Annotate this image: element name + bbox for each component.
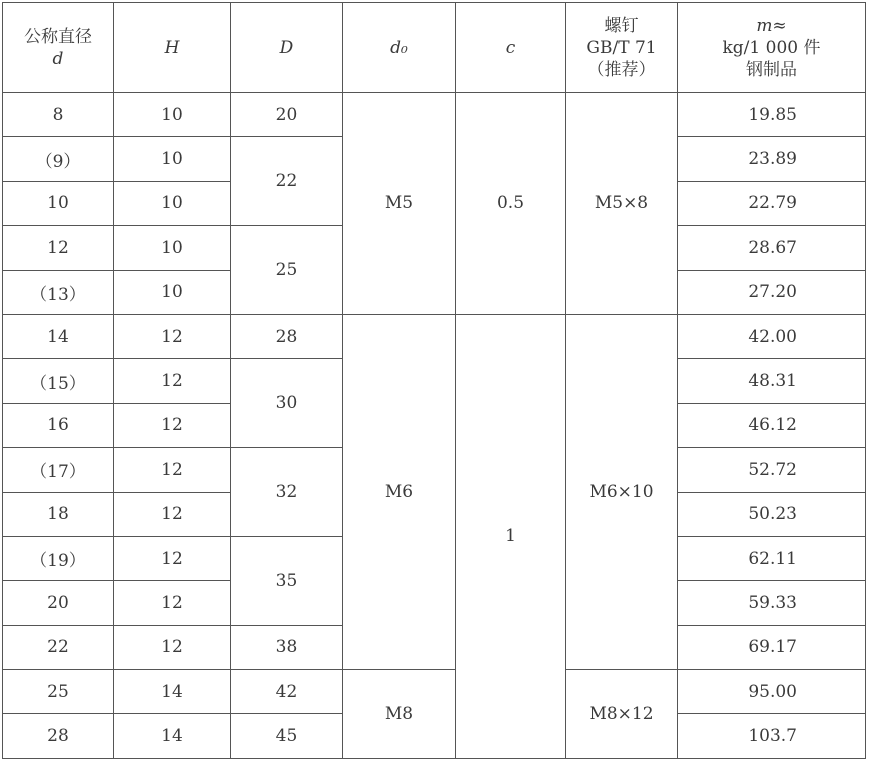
cell-D: 30 [231,359,343,448]
cell-d: 16 [3,403,114,447]
cell-d0: M8 [343,670,456,759]
cell-h: 12 [114,625,231,669]
cell-screw: M8×12 [566,670,678,759]
cell-d: （19） [3,536,114,580]
header-D: D [231,3,343,93]
cell-D: 45 [231,714,343,758]
cell-mass: 19.85 [678,93,866,137]
header-screw: 螺钉 GB/T 71 （推荐） [566,3,678,93]
cell-mass: 62.11 [678,536,866,580]
header-row [3,3,866,93]
cell-mass: 23.89 [678,137,866,181]
cell-mass: 22.79 [678,181,866,225]
cell-D: 32 [231,448,343,537]
cell-mass: 95.00 [678,670,866,714]
cell-mass: 59.33 [678,581,866,625]
cell-d: （15） [3,359,114,403]
cell-d: 20 [3,581,114,625]
cell-mass: 42.00 [678,314,866,358]
cell-h: 12 [114,359,231,403]
cell-h: 14 [114,670,231,714]
cell-h: 12 [114,581,231,625]
cell-h: 12 [114,314,231,358]
cell-D: 38 [231,625,343,669]
cell-D: 25 [231,226,343,315]
cell-d0: M5 [343,93,456,315]
cell-d: （13） [3,270,114,314]
cell-d: （17） [3,448,114,492]
cell-D: 42 [231,670,343,714]
cell-d0: M6 [343,314,456,669]
header-c: c [456,3,566,93]
cell-screw: M6×10 [566,314,678,669]
cell-d: 25 [3,670,114,714]
header-mass: m≈ kg/1 000 件 钢制品 [678,3,866,93]
cell-mass: 50.23 [678,492,866,536]
cell-c: 0.5 [456,93,566,315]
cell-d: 18 [3,492,114,536]
cell-mass: 69.17 [678,625,866,669]
cell-h: 14 [114,714,231,758]
cell-screw: M5×8 [566,93,678,315]
cell-mass: 52.72 [678,448,866,492]
cell-mass: 27.20 [678,270,866,314]
table-row [3,670,866,714]
cell-D: 28 [231,314,343,358]
cell-mass: 46.12 [678,403,866,447]
cell-d: （9） [3,137,114,181]
cell-d: 8 [3,93,114,137]
cell-h: 10 [114,226,231,270]
cell-h: 12 [114,403,231,447]
cell-D: 20 [231,93,343,137]
table-row [3,93,866,137]
cell-mass: 28.67 [678,226,866,270]
cell-mass: 103.7 [678,714,866,758]
cell-h: 10 [114,93,231,137]
header-d0: d₀ [343,3,456,93]
cell-h: 12 [114,448,231,492]
cell-d: 12 [3,226,114,270]
washer-spec-table [2,2,866,759]
header-nominal-diameter: 公称直径 d [3,3,114,93]
table-row [3,314,866,358]
cell-D: 35 [231,536,343,625]
cell-D: 22 [231,137,343,226]
cell-h: 12 [114,492,231,536]
cell-d: 14 [3,314,114,358]
cell-h: 10 [114,181,231,225]
cell-mass: 48.31 [678,359,866,403]
header-h: H [114,3,231,93]
cell-d: 28 [3,714,114,758]
cell-d: 10 [3,181,114,225]
cell-h: 10 [114,270,231,314]
cell-d: 22 [3,625,114,669]
cell-h: 10 [114,137,231,181]
cell-h: 12 [114,536,231,580]
cell-c: 1 [456,314,566,758]
